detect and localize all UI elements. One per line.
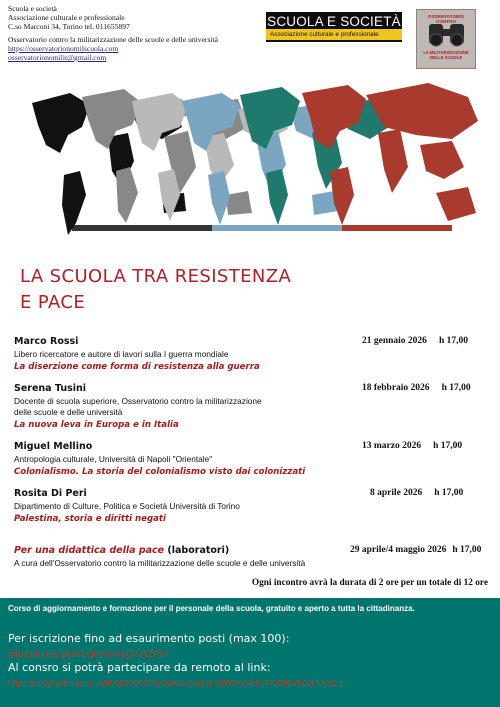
org-name: Scuola e società [8, 4, 57, 13]
talk-title: Palestina, storia e diritti negati [14, 514, 166, 524]
speaker-description [14, 396, 490, 418]
event-item [14, 441, 490, 477]
event-datetime [370, 488, 463, 498]
speaker-name: Marco Rossi [14, 336, 79, 347]
event-date: 8 aprile 2026 [370, 488, 423, 498]
lab-suffix: (laboratori) [164, 545, 230, 556]
event-datetime [362, 383, 471, 393]
lab-date: 29 aprile/4 maggio 2026 [350, 545, 447, 555]
speaker-name: Rosita Di Peri [14, 488, 87, 499]
logo-title: SCUOLA E SOCIETÀ [267, 14, 401, 29]
lab-title: Per una didattica della pace [14, 545, 165, 556]
organization-info [8, 4, 258, 62]
observatory-badge [416, 9, 476, 69]
event-item [14, 383, 490, 430]
course-description: Corso di aggiornamento e formazione per il personale della scuola, gratuito e aperto a tutta la cittadinanza. [8, 604, 415, 613]
binoculars-icon [417, 10, 476, 69]
speaker-description: Libero ricercatore e autore di lavori sulla I guerra mondiale [14, 349, 229, 359]
speaker-name: Serena Tusini [14, 383, 87, 394]
talk-title: La nuova leva in Europa e in Italia [14, 420, 179, 430]
title-line-1: LA SCUOLA TRA RESISTENZA [20, 266, 292, 287]
org-type: Associazione culturale e professionale [8, 13, 125, 22]
event-title [20, 264, 420, 316]
speaker-name: Miguel Mellino [14, 441, 93, 452]
event-date: 21 gennaio 2026 [362, 336, 427, 346]
lab-description: A cura dell'Osservatorio contro la militarizzazione delle scuole e delle università [14, 558, 306, 568]
lab-item [14, 545, 490, 569]
lab-datetime [350, 545, 481, 555]
event-time: h 17,00 [434, 488, 464, 498]
zoom-meeting-link[interactable]: https://us02web.zoom.us/j/86427950702?pwd=6u8ujyXdWOwSe5uFf0SIKoTCvLkA3Z.1 [8, 678, 344, 688]
event-datetime [362, 441, 462, 451]
remote-participation-text: Al consro si potrà partecipare da remoto al link: [8, 661, 271, 674]
event-time: h 17,00 [438, 336, 468, 346]
event-date: 18 febbraio 2026 [362, 383, 430, 393]
event-datetime [362, 336, 468, 346]
event-time: h 17,00 [441, 383, 471, 393]
course-duration-summary: Ogni incontro avrà la durata di 2 ore per un totale di 12 ore [251, 578, 488, 588]
enrollment-text: Per iscrizione fino ad esaurimento posti (max 100): [8, 632, 290, 645]
observatory-email-link[interactable]: osservatorionomilit@gmail.com [8, 53, 107, 62]
event-date: 13 marzo 2026 [362, 441, 422, 451]
badge-top-text: OSSERVATORIO CONTRO [427, 14, 465, 24]
org-address: C.so Marconi 34, Torino tel. 011655897 [8, 22, 130, 31]
event-item [14, 336, 490, 372]
observatory-name: Osservatorio contro la militarizzazione delle scuole e delle università [8, 35, 219, 44]
observatory-website-link[interactable]: https://osservatorionomilscuola.com [8, 44, 119, 53]
title-line-2: E PACE [20, 292, 86, 313]
logo-subtitle: Associazione culturale e professionale [266, 29, 402, 40]
speaker-description: Dipartimento di Culture, Politica e Società Università di Torino [14, 501, 240, 511]
event-time: h 17,00 [433, 441, 463, 451]
speaker-description-line: delle scuole e delle università [14, 407, 123, 417]
talk-title: Colonialismo. La storia del colonialismo visto dai colonizzati [14, 467, 306, 477]
enrollment-form-link[interactable]: https://forms.gle/XVQmn1nFpQ7zsZPy7 [8, 649, 169, 659]
speaker-description: Antropologia culturale, Università di Napoli "Orientale" [14, 454, 213, 464]
lab-time: h 17,00 [452, 545, 482, 555]
speaker-description-line: Docente di scuola superiore, Osservatorio contro la militarizzazione [14, 396, 262, 406]
scuola-e-societa-logo [266, 12, 402, 42]
badge-bottom-text: LA MILITARIZZAZIONE DELLE SCUOLE [423, 50, 469, 60]
event-item [14, 488, 490, 524]
world-map-illustration [12, 75, 488, 250]
talk-title: La diserzione come forma di resistenza alla guerra [14, 362, 260, 372]
footer-panel [0, 598, 500, 707]
